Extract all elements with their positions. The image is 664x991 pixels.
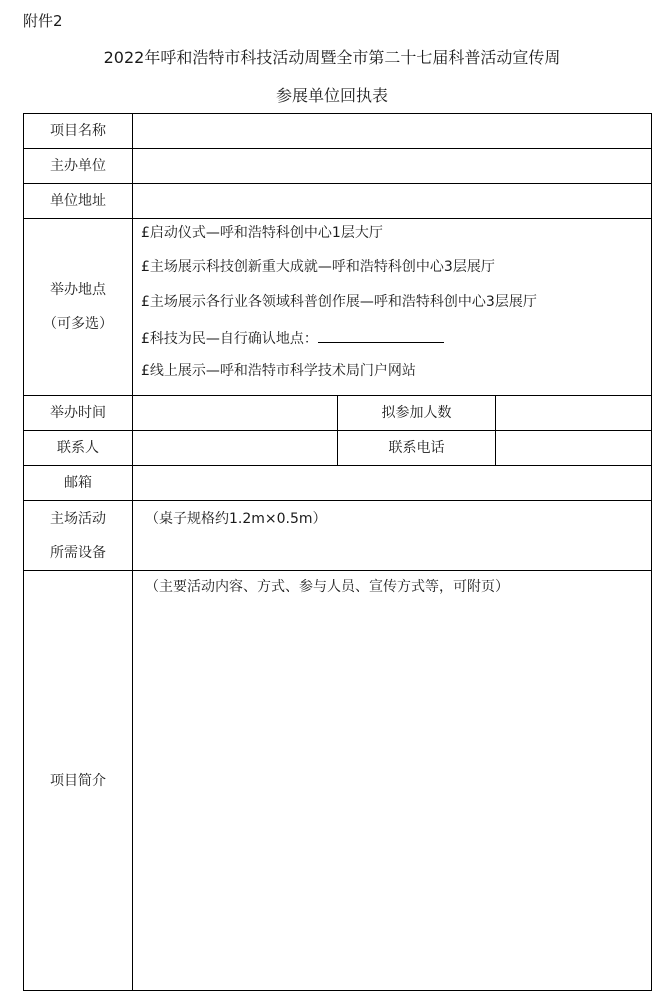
venue-label-line2: （可多选） (43, 316, 113, 332)
project-name-label: 项目名称 (24, 114, 133, 149)
row-contact-phone (24, 431, 652, 466)
intro-field[interactable] (133, 571, 652, 991)
email-field[interactable] (133, 466, 652, 501)
equipment-note: （桌子规格约1.2m×0.5m） (145, 511, 327, 527)
equipment-label (24, 501, 133, 571)
equipment-field[interactable] (133, 501, 652, 571)
registration-form-table (23, 113, 652, 991)
phone-field[interactable] (496, 431, 652, 466)
participants-label: 拟参加人数 (338, 396, 496, 431)
row-time-participants (24, 396, 652, 431)
contact-field[interactable] (133, 431, 338, 466)
row-host-unit (24, 149, 652, 184)
project-name-field[interactable] (133, 114, 652, 149)
contact-label: 联系人 (24, 431, 133, 466)
venue-option-launch[interactable]: £启动仪式—呼和浩特科创中心1层大厅 (141, 225, 383, 241)
row-email (24, 466, 652, 501)
row-equipment (24, 501, 652, 571)
row-unit-address (24, 184, 652, 219)
venue-options (133, 219, 652, 396)
email-label: 邮箱 (24, 466, 133, 501)
equipment-label-line1: 主场活动 (50, 510, 106, 527)
row-project-name (24, 114, 652, 149)
venue-option-science-works[interactable]: £主场展示各行业各领域科普创作展—呼和浩特科创中心3层展厅 (141, 293, 537, 310)
host-unit-label: 主办单位 (24, 149, 133, 184)
intro-label: 项目简介 (24, 571, 133, 991)
host-unit-field[interactable] (133, 149, 652, 184)
document-title: 2022年呼和浩特市科技活动周暨全市第二十七届科普活动宣传周 (103, 48, 561, 67)
row-intro (24, 571, 652, 991)
venue-label-line1: 举办地点 (50, 282, 106, 298)
time-field[interactable] (133, 396, 338, 431)
venue-option-innovation[interactable]: £主场展示科技创新重大成就—呼和浩特科创中心3层展厅 (141, 259, 495, 276)
equipment-label-line2: 所需设备 (50, 544, 106, 561)
venue-option-self-select[interactable] (141, 326, 651, 360)
venue-option-self-select-label: £科技为民—自行确认地点： (141, 331, 318, 348)
row-venue (24, 219, 652, 396)
attachment-label: 附件2 (23, 12, 63, 30)
participants-field[interactable] (496, 396, 652, 431)
unit-address-label: 单位地址 (24, 184, 133, 219)
venue-label (24, 219, 133, 396)
venue-option-online[interactable]: £线上展示—呼和浩特市科学技术局门户网站 (141, 362, 416, 379)
document-subtitle: 参展单位回执表 (275, 86, 388, 105)
self-select-location-blank[interactable] (318, 326, 444, 343)
phone-label: 联系电话 (338, 431, 496, 466)
unit-address-field[interactable] (133, 184, 652, 219)
intro-note: （主要活动内容、方式、参与人员、宣传方式等，可附页） (145, 579, 509, 595)
time-label: 举办时间 (24, 396, 133, 431)
